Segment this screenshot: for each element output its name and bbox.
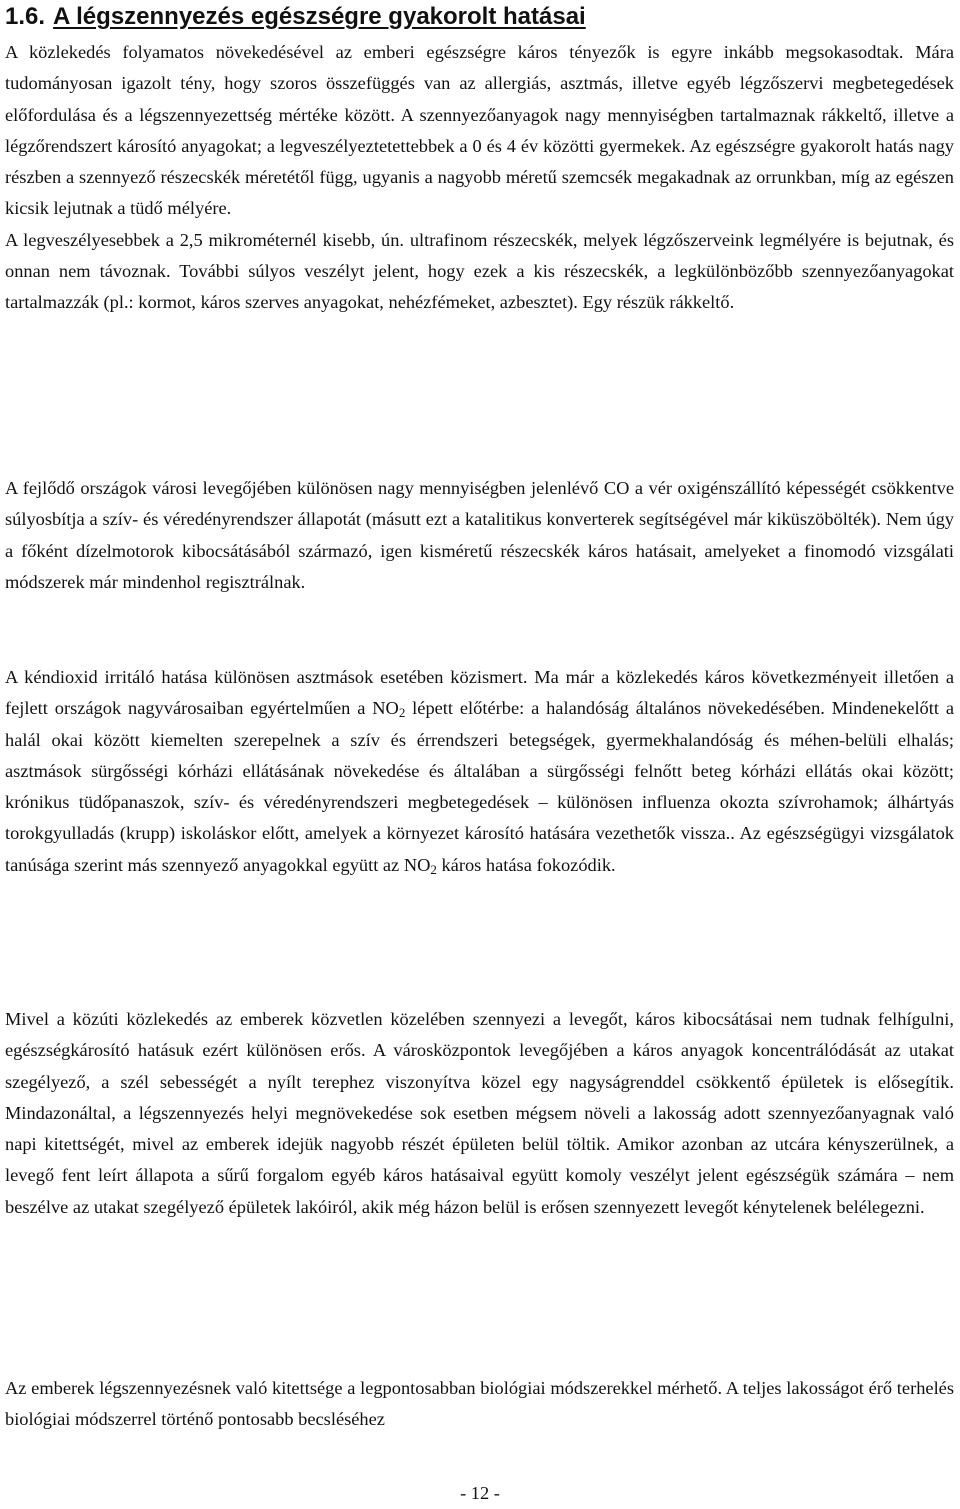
paragraph-1 xyxy=(5,37,954,319)
paragraph-3-text-a: A kéndioxid irritáló hatása különösen asztmások esetében közismert. Ma már a közlekedés káros következményeit illetően a fejlett országok nagyvárosaiban egyértelműen a NO xyxy=(5,667,954,719)
page-number: - 12 - xyxy=(460,1483,500,1503)
paragraph-3-text-c: káros hatása fokozódik. xyxy=(436,854,616,875)
subscript-2: 2 xyxy=(398,705,406,721)
paragraph-5 xyxy=(5,1373,954,1436)
paragraph-4-text: Mivel a közúti közlekedés az emberek közvetlen közelében szennyezi a levegőt, káros kibocsátásai nem tudnak felhígulni, egészségkárosító hatásuk ezért különösen erős. A városközpontok levegőjében a káros anyagok koncentrálódását az utakat szegélyező, a szél sebességét a nyílt terephez viszonyítva közel egy nagyságrenddel csökkentő épületek is elősegítik. Mindazonáltal, a légszennyezés helyi megnövekedése sok esetben mégsem növeli a lakosság adott szennyezőanyagnak való napi kitettségét, mivel az emberek idejük nagyobb részét épületen belül töltik. Amikor azonban az utcára kényszerülnek, a levegő fent leírt állapota a sűrű forgalom egyéb káros hatásaival együtt komoly veszélyt jelent egészségük számára – nem beszélve az utakat szegélyező épületek lakóiról, akik még házon belül is erősen szennyezett levegőt kénytelenek belélegezni. xyxy=(5,1009,954,1217)
paragraph-1-text-b: A legveszélyesebbek a 2,5 mikrométernél kisebb, ún. ultrafinom részecskék, melyek légzőszerveink legmélyére is bejutnak, és onnan nem távoznak. További súlyos veszélyt jelent, hogy ezek a kis részecskék, a legkülönbözőbb szennyezőanyagokat tartalmazzák (pl.: kormot, káros szerves anyagokat, nehézfémeket, azbesztet). Egy részük rákkeltő. xyxy=(5,229,954,313)
section-title: A légszennyezés egészségre gyakorolt hatásai xyxy=(53,3,586,30)
paragraph-1-text-a: A közlekedés folyamatos növekedésével az emberi egészségre káros tényezők is egyre inkább megsokasodtak. Mára tudományosan igazolt tény, hogy szoros összefüggés van az allergiás, asztmás, illetve egyéb légzőszervi megbetegedések előfordulása és a légszennyezettség mértéke között. A szennyezőanyagok nagy mennyiségben tartalmaznak rákkeltő, illetve a légzőrendszert károsító anyagokat; a legveszélyeztetettebbek a 0 és 4 év közötti gyermekek. Az egészségre gyakorolt hatás nagy részben a szennyező részecskék méretétől függ, ugyanis a nagyobb méretű szemcsék megakadnak az orrunkban, míg az egészen kicsik lejutnak a tüdő mélyére. xyxy=(5,42,954,219)
paragraph-3-text-b: lépett előtérbe: a halandóság általános növekedésében. Mindenekelőtt a halál okai között kiemelten szerepelnek a szív és érrendszeri betegségek, gyermekhalandóság és méhen-belüli elhalás; asztmások sürgősségi kórházi ellátásának növekedése és általában a sürgősségi felnőtt beteg kórházi ellátás okai között; krónikus tüdőpanaszok, szív- és véredényrendszeri megbetegedések – különösen influenza okozta szívrohamok; álhártyás torokgyulladás (krupp) iskoláskor előtt, amelyek a környezet károsító hatására vezethetők vissza.. Az egészségügyi vizsgálatok tanúsága szerint más szennyező anyagokkal együtt az NO xyxy=(5,698,954,875)
paragraph-5-text: Az emberek légszennyezésnek való kitettsége a legpontosabban biológiai módszerekkel mérhető. A teljes lakosságot érő terhelés biológiai módszerrel történő pontosabb becsléséhez xyxy=(5,1378,954,1430)
paragraph-3 xyxy=(5,662,954,881)
paragraph-4 xyxy=(5,1004,954,1223)
section-number: 1.6. xyxy=(5,3,46,30)
paragraph-2 xyxy=(5,473,954,598)
paragraph-2-text: A fejlődő országok városi levegőjében különösen nagy mennyiségben jelenlévő CO a vér oxigénszállító képességét csökkentve súlyosbítja a szív- és véredényrendszer állapotát (másutt ezt a katalitikus konverterek segítségével már kiküszöbölték). Nem úgy a főként dízelmotorok kibocsátásából származó, igen kisméretű részecskék káros hatásait, amelyeket a finomodó vizsgálati módszerek már mindenhol regisztrálnak. xyxy=(5,478,954,592)
subscript-2: 2 xyxy=(430,861,437,877)
section-heading xyxy=(5,2,586,32)
